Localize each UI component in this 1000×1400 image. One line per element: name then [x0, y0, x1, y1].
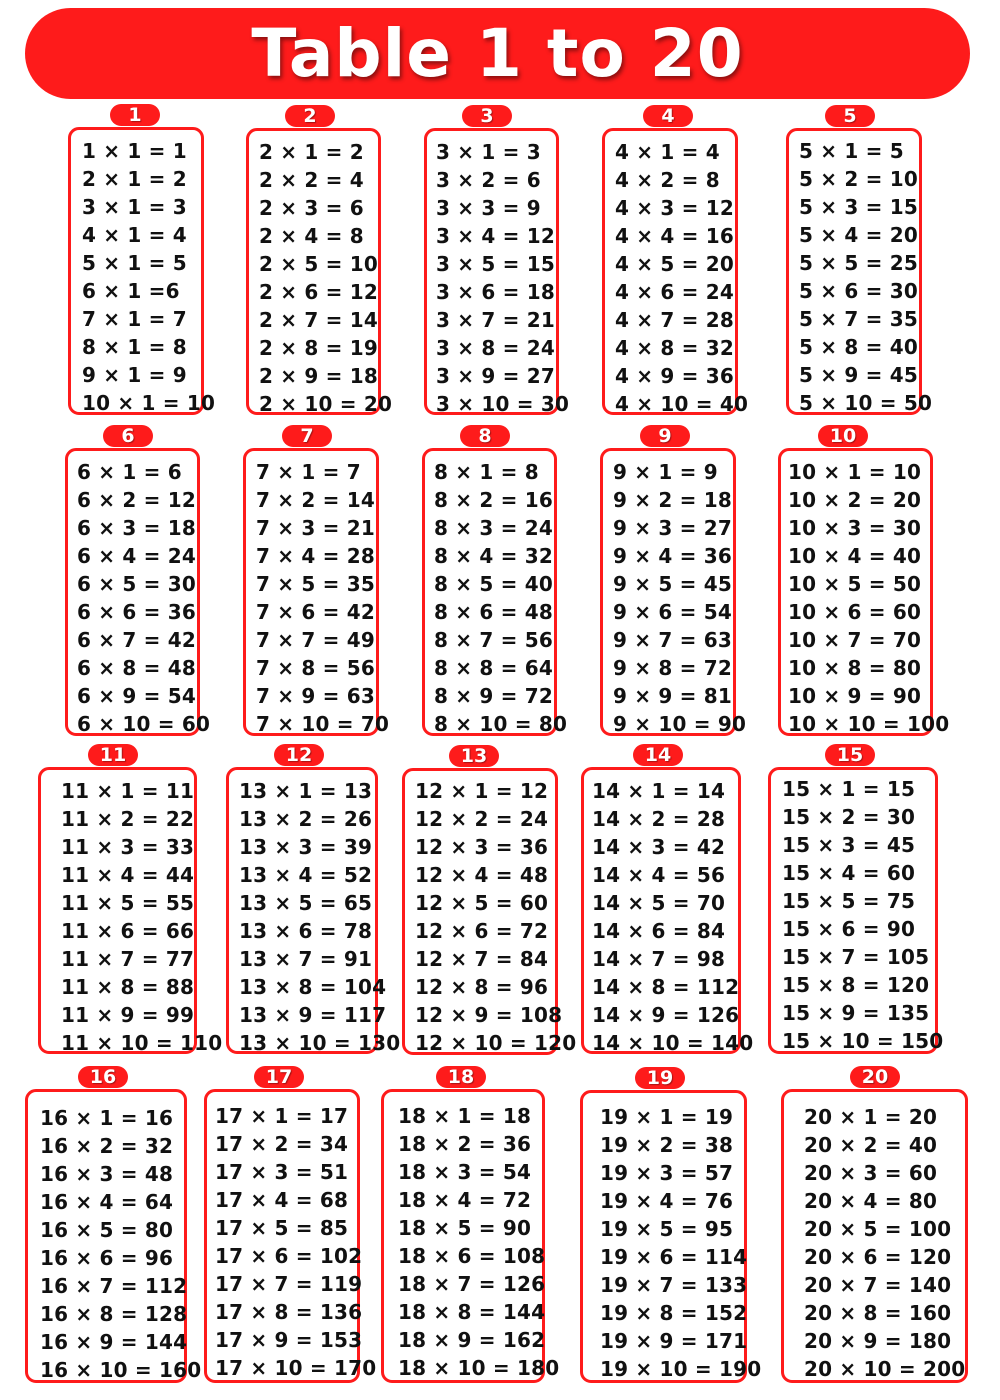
table-row: 16 × 6 = 96 [40, 1246, 174, 1270]
table-row: 17 × 2 = 34 [215, 1132, 349, 1156]
table-row: 18 × 7 = 126 [398, 1272, 546, 1296]
table-row: 3 × 5 = 15 [436, 252, 556, 276]
multiplication-table-card [402, 768, 577, 1055]
table-row: 2 × 1 = 2 [82, 167, 187, 191]
table-number-badge: 8 [460, 425, 510, 447]
table-row: 9 × 1 = 9 [82, 363, 187, 387]
table-row: 11 × 1 = 11 [61, 779, 195, 803]
table-row: 2 × 10 = 20 [259, 392, 393, 416]
table-row: 15 × 3 = 45 [782, 833, 916, 857]
table-row: 9 × 10 = 90 [613, 712, 747, 736]
table-row: 16 × 2 = 32 [40, 1134, 174, 1158]
table-row: 13 × 3 = 39 [239, 835, 373, 859]
multiplication-table-card [580, 1090, 762, 1383]
table-row: 10 × 9 = 90 [788, 684, 922, 708]
table-row: 14 × 9 = 126 [592, 1003, 740, 1027]
multiplication-table-card [38, 767, 223, 1055]
table-number-badge: 1 [110, 104, 160, 126]
table-row: 20 × 8 = 160 [804, 1301, 952, 1325]
table-row: 15 × 8 = 120 [782, 973, 930, 997]
table-row: 9 × 3 = 27 [613, 516, 733, 540]
table-row: 13 × 8 = 104 [239, 975, 387, 999]
table-row: 7 × 3 = 21 [256, 516, 376, 540]
table-row: 5 × 10 = 50 [799, 391, 933, 415]
multiplication-table-card [424, 128, 570, 416]
table-row: 16 × 5 = 80 [40, 1218, 174, 1242]
multiplication-table-card [68, 127, 216, 415]
table-row: 5 × 2 = 10 [799, 167, 919, 191]
table-row: 10 × 7 = 70 [788, 628, 922, 652]
multiplication-table-card [600, 448, 747, 736]
table-row: 16 × 3 = 48 [40, 1162, 174, 1186]
table-row: 14 × 8 = 112 [592, 975, 740, 999]
table-row: 10 × 5 = 50 [788, 572, 922, 596]
table-row: 15 × 7 = 105 [782, 945, 930, 969]
table-row: 19 × 3 = 57 [600, 1161, 734, 1185]
table-row: 9 × 2 = 18 [613, 488, 733, 512]
table-number-badge: 17 [254, 1066, 304, 1088]
table-row: 5 × 1 = 5 [82, 251, 187, 275]
table-row: 8 × 2 = 16 [434, 488, 554, 512]
table-row: 6 × 8 = 48 [77, 656, 197, 680]
table-row: 10 × 2 = 20 [788, 488, 922, 512]
table-row: 12 × 8 = 96 [415, 975, 549, 999]
table-row: 19 × 9 = 171 [600, 1329, 748, 1353]
table-row: 8 × 10 = 80 [434, 712, 568, 736]
table-row: 7 × 1 = 7 [82, 307, 187, 331]
table-row: 9 × 4 = 36 [613, 544, 733, 568]
title-banner [25, 8, 970, 99]
table-row: 6 × 1 = 6 [77, 460, 182, 484]
table-row: 10 × 8 = 80 [788, 656, 922, 680]
multiplication-table-card [226, 767, 401, 1055]
table-number-badge: 7 [282, 425, 332, 447]
table-row: 13 × 2 = 26 [239, 807, 373, 831]
table-row: 5 × 9 = 45 [799, 363, 919, 387]
table-row: 17 × 6 = 102 [215, 1244, 363, 1268]
table-row: 7 × 2 = 14 [256, 488, 376, 512]
table-row: 7 × 7 = 49 [256, 628, 376, 652]
multiplication-table-card [602, 128, 749, 416]
table-row: 1 × 1 = 1 [82, 139, 187, 163]
multiplication-table-card [781, 1089, 968, 1383]
table-row: 20 × 9 = 180 [804, 1329, 952, 1353]
table-row: 3 × 2 = 6 [436, 168, 541, 192]
table-row: 16 × 4 = 64 [40, 1190, 174, 1214]
table-row: 5 × 3 = 15 [799, 195, 919, 219]
table-row: 3 × 9 = 27 [436, 364, 556, 388]
table-row: 12 × 1 = 12 [415, 779, 549, 803]
table-row: 3 × 3 = 9 [436, 196, 541, 220]
table-row: 11 × 4 = 44 [61, 863, 195, 887]
multiplication-table-card [581, 767, 754, 1055]
table-row: 2 × 9 = 18 [259, 364, 379, 388]
table-row: 14 × 4 = 56 [592, 863, 726, 887]
table-row: 10 × 1 = 10 [82, 391, 216, 415]
table-number-badge: 10 [818, 425, 868, 447]
table-row: 15 × 9 = 135 [782, 1001, 930, 1025]
table-number-badge: 18 [436, 1066, 486, 1088]
table-row: 5 × 6 = 30 [799, 279, 919, 303]
table-row: 5 × 7 = 35 [799, 307, 919, 331]
table-number-badge: 2 [285, 105, 335, 127]
table-row: 3 × 1 = 3 [436, 140, 541, 164]
table-row: 17 × 5 = 85 [215, 1216, 349, 1240]
table-row: 13 × 7 = 91 [239, 947, 373, 971]
multiplication-table-card [246, 128, 393, 416]
table-row: 20 × 2 = 40 [804, 1133, 938, 1157]
table-row: 8 × 1 = 8 [434, 460, 539, 484]
table-row: 12 × 7 = 84 [415, 947, 549, 971]
table-row: 17 × 3 = 51 [215, 1160, 349, 1184]
table-row: 19 × 2 = 38 [600, 1133, 734, 1157]
table-row: 7 × 5 = 35 [256, 572, 376, 596]
table-row: 14 × 7 = 98 [592, 947, 726, 971]
table-row: 11 × 9 = 99 [61, 1003, 195, 1027]
table-row: 9 × 5 = 45 [613, 572, 733, 596]
table-row: 4 × 2 = 8 [615, 168, 720, 192]
table-row: 3 × 7 = 21 [436, 308, 556, 332]
table-row: 11 × 10 = 110 [61, 1031, 223, 1055]
table-row: 17 × 10 = 170 [215, 1356, 377, 1380]
table-row: 17 × 8 = 136 [215, 1300, 363, 1324]
table-row: 2 × 7 = 14 [259, 308, 379, 332]
table-row: 4 × 8 = 32 [615, 336, 735, 360]
table-row: 6 × 6 = 36 [77, 600, 197, 624]
table-row: 3 × 10 = 30 [436, 392, 570, 416]
table-row: 17 × 4 = 68 [215, 1188, 349, 1212]
table-row: 19 × 4 = 76 [600, 1189, 734, 1213]
table-number-badge: 4 [643, 105, 693, 127]
table-row: 6 × 2 = 12 [77, 488, 197, 512]
table-row: 12 × 4 = 48 [415, 863, 549, 887]
table-row: 4 × 1 = 4 [82, 223, 187, 247]
table-row: 8 × 1 = 8 [82, 335, 187, 359]
table-row: 12 × 6 = 72 [415, 919, 549, 943]
table-row: 6 × 1 =6 [82, 279, 180, 303]
table-row: 20 × 10 = 200 [804, 1357, 966, 1381]
table-row: 4 × 9 = 36 [615, 364, 735, 388]
table-row: 3 × 6 = 18 [436, 280, 556, 304]
multiplication-table-card [768, 767, 944, 1054]
table-row: 4 × 4 = 16 [615, 224, 735, 248]
table-row: 9 × 7 = 63 [613, 628, 733, 652]
table-number-badge: 6 [103, 425, 153, 447]
table-row: 6 × 4 = 24 [77, 544, 197, 568]
table-number-badge: 20 [850, 1066, 900, 1088]
table-number-badge: 19 [635, 1067, 685, 1089]
table-row: 15 × 5 = 75 [782, 889, 916, 913]
table-row: 19 × 5 = 95 [600, 1217, 734, 1241]
table-row: 6 × 9 = 54 [77, 684, 197, 708]
table-number-badge: 16 [78, 1066, 128, 1088]
table-row: 9 × 8 = 72 [613, 656, 733, 680]
table-row: 2 × 6 = 12 [259, 280, 379, 304]
table-row: 16 × 1 = 16 [40, 1106, 174, 1130]
table-row: 13 × 1 = 13 [239, 779, 373, 803]
multiplication-table-card [65, 448, 211, 736]
table-row: 20 × 4 = 80 [804, 1189, 938, 1213]
table-row: 16 × 9 = 144 [40, 1330, 188, 1354]
table-row: 7 × 1 = 7 [256, 460, 361, 484]
table-row: 4 × 6 = 24 [615, 280, 735, 304]
table-row: 7 × 8 = 56 [256, 656, 376, 680]
table-row: 2 × 5 = 10 [259, 252, 379, 276]
table-row: 13 × 6 = 78 [239, 919, 373, 943]
table-row: 8 × 7 = 56 [434, 628, 554, 652]
table-row: 5 × 8 = 40 [799, 335, 919, 359]
table-row: 8 × 6 = 48 [434, 600, 554, 624]
table-row: 14 × 10 = 140 [592, 1031, 754, 1055]
table-row: 19 × 8 = 152 [600, 1301, 748, 1325]
table-row: 14 × 3 = 42 [592, 835, 726, 859]
multiplication-table-card [778, 448, 950, 736]
table-row: 12 × 9 = 108 [415, 1003, 563, 1027]
multiplication-table-card [381, 1089, 560, 1383]
table-row: 5 × 4 = 20 [799, 223, 919, 247]
table-row: 4 × 1 = 4 [615, 140, 720, 164]
table-row: 18 × 5 = 90 [398, 1216, 532, 1240]
table-row: 12 × 10 = 120 [415, 1031, 577, 1055]
table-row: 7 × 4 = 28 [256, 544, 376, 568]
table-row: 11 × 5 = 55 [61, 891, 195, 915]
table-row: 4 × 3 = 12 [615, 196, 735, 220]
table-row: 7 × 9 = 63 [256, 684, 376, 708]
table-number-badge: 5 [825, 105, 875, 127]
table-row: 19 × 1 = 19 [600, 1105, 734, 1129]
table-row: 12 × 2 = 24 [415, 807, 549, 831]
table-row: 11 × 8 = 88 [61, 975, 195, 999]
table-row: 2 × 2 = 4 [259, 168, 364, 192]
table-row: 15 × 10 = 150 [782, 1029, 944, 1053]
table-row: 12 × 5 = 60 [415, 891, 549, 915]
table-row: 18 × 1 = 18 [398, 1104, 532, 1128]
table-row: 10 × 1 = 10 [788, 460, 922, 484]
table-number-badge: 12 [274, 744, 324, 766]
table-row: 8 × 5 = 40 [434, 572, 554, 596]
table-row: 18 × 10 = 180 [398, 1356, 560, 1380]
table-number-badge: 13 [449, 745, 499, 767]
table-row: 5 × 5 = 25 [799, 251, 919, 275]
table-row: 9 × 1 = 9 [613, 460, 718, 484]
table-row: 20 × 1 = 20 [804, 1105, 938, 1129]
table-row: 2 × 3 = 6 [259, 196, 364, 220]
table-row: 18 × 3 = 54 [398, 1160, 532, 1184]
table-row: 3 × 1 = 3 [82, 195, 187, 219]
table-row: 7 × 10 = 70 [256, 712, 390, 736]
table-row: 6 × 5 = 30 [77, 572, 197, 596]
table-row: 10 × 10 = 100 [788, 712, 950, 736]
table-row: 9 × 6 = 54 [613, 600, 733, 624]
table-row: 4 × 7 = 28 [615, 308, 735, 332]
table-row: 19 × 10 = 190 [600, 1357, 762, 1381]
table-row: 20 × 7 = 140 [804, 1273, 952, 1297]
table-row: 3 × 4 = 12 [436, 224, 556, 248]
table-row: 4 × 10 = 40 [615, 392, 749, 416]
table-number-badge: 14 [633, 744, 683, 766]
table-row: 14 × 1 = 14 [592, 779, 726, 803]
table-row: 10 × 3 = 30 [788, 516, 922, 540]
multiplication-table-card [786, 128, 933, 415]
table-row: 11 × 2 = 22 [61, 807, 195, 831]
table-row: 15 × 4 = 60 [782, 861, 916, 885]
table-row: 13 × 5 = 65 [239, 891, 373, 915]
table-row: 10 × 6 = 60 [788, 600, 922, 624]
table-number-badge: 15 [825, 744, 875, 766]
table-row: 4 × 5 = 20 [615, 252, 735, 276]
table-row: 6 × 10 = 60 [77, 712, 211, 736]
table-row: 17 × 7 = 119 [215, 1272, 363, 1296]
table-row: 17 × 9 = 153 [215, 1328, 363, 1352]
table-row: 8 × 8 = 64 [434, 656, 554, 680]
table-row: 8 × 3 = 24 [434, 516, 554, 540]
table-row: 9 × 9 = 81 [613, 684, 733, 708]
table-row: 19 × 6 = 114 [600, 1245, 748, 1269]
table-row: 5 × 1 = 5 [799, 139, 904, 163]
multiplication-table-card [422, 448, 568, 736]
table-row: 15 × 6 = 90 [782, 917, 916, 941]
table-row: 16 × 7 = 112 [40, 1274, 188, 1298]
table-row: 17 × 1 = 17 [215, 1104, 349, 1128]
table-row: 11 × 3 = 33 [61, 835, 195, 859]
table-row: 15 × 1 = 15 [782, 777, 916, 801]
table-row: 8 × 4 = 32 [434, 544, 554, 568]
table-row: 6 × 3 = 18 [77, 516, 197, 540]
table-row: 8 × 9 = 72 [434, 684, 554, 708]
table-row: 10 × 4 = 40 [788, 544, 922, 568]
table-row: 19 × 7 = 133 [600, 1273, 748, 1297]
table-row: 12 × 3 = 36 [415, 835, 549, 859]
table-row: 7 × 6 = 42 [256, 600, 376, 624]
table-row: 6 × 7 = 42 [77, 628, 197, 652]
table-row: 2 × 4 = 8 [259, 224, 364, 248]
table-row: 11 × 7 = 77 [61, 947, 195, 971]
table-row: 14 × 6 = 84 [592, 919, 726, 943]
table-row: 20 × 6 = 120 [804, 1245, 952, 1269]
table-row: 20 × 3 = 60 [804, 1161, 938, 1185]
table-number-badge: 3 [462, 105, 512, 127]
table-row: 18 × 8 = 144 [398, 1300, 546, 1324]
multiplication-table-card [243, 448, 390, 736]
table-number-badge: 9 [640, 425, 690, 447]
table-row: 14 × 2 = 28 [592, 807, 726, 831]
table-row: 18 × 4 = 72 [398, 1188, 532, 1212]
table-row: 16 × 10 = 160 [40, 1358, 202, 1382]
table-row: 13 × 9 = 117 [239, 1003, 387, 1027]
table-row: 13 × 4 = 52 [239, 863, 373, 887]
table-row: 2 × 1 = 2 [259, 140, 364, 164]
table-row: 18 × 2 = 36 [398, 1132, 532, 1156]
page-title: Table 1 to 20 [251, 15, 744, 92]
multiplication-table-card [204, 1089, 377, 1383]
multiplication-table-card [25, 1089, 202, 1383]
table-row: 20 × 5 = 100 [804, 1217, 952, 1241]
table-row: 15 × 2 = 30 [782, 805, 916, 829]
table-row: 16 × 8 = 128 [40, 1302, 188, 1326]
table-row: 11 × 6 = 66 [61, 919, 195, 943]
table-row: 3 × 8 = 24 [436, 336, 556, 360]
table-row: 13 × 10 = 130 [239, 1031, 401, 1055]
table-row: 2 × 8 = 19 [259, 336, 379, 360]
table-row: 18 × 6 = 108 [398, 1244, 546, 1268]
table-row: 14 × 5 = 70 [592, 891, 726, 915]
table-row: 18 × 9 = 162 [398, 1328, 546, 1352]
table-number-badge: 11 [88, 744, 138, 766]
